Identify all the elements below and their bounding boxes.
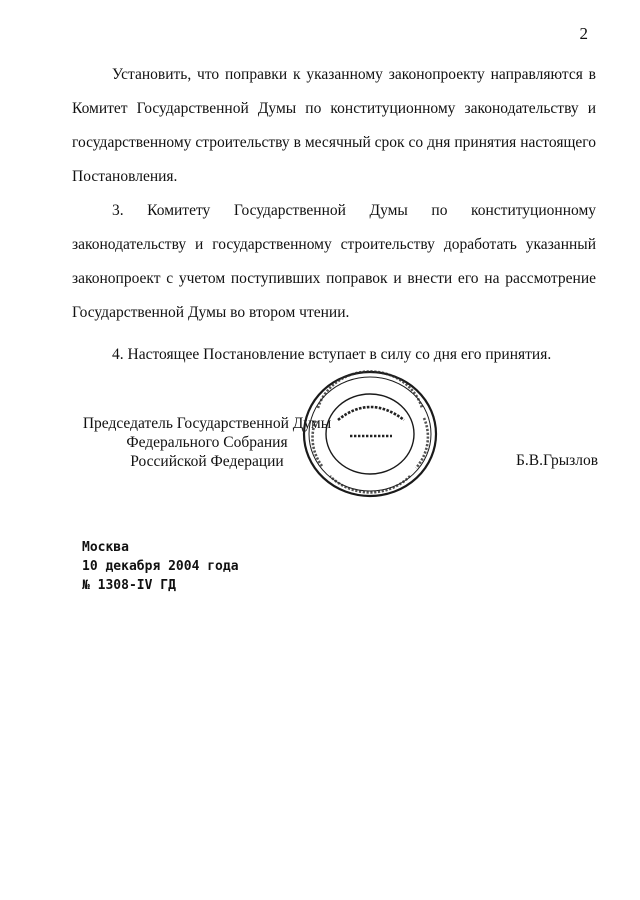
official-stamp bbox=[300, 368, 440, 500]
text-line: государственному строительству в месячный срок со дня принятия настоящего bbox=[72, 134, 596, 151]
footer-date: 10 декабря 2004 года bbox=[82, 559, 239, 574]
document-footer bbox=[82, 538, 239, 595]
signatory-name: Б.В.Грызлов bbox=[516, 452, 599, 469]
footer-number: № 1308-IV ГД bbox=[82, 578, 176, 593]
text-line: Установить, что поправки к указанному законопроекту направляются в bbox=[112, 66, 596, 83]
page-number: 2 bbox=[579, 24, 588, 43]
footer-city: Москва bbox=[82, 540, 129, 555]
text-line: 3. Комитету Государственной Думы по конституционному bbox=[112, 202, 596, 219]
signatory-title-line: Федерального Собрания bbox=[126, 434, 288, 451]
text-line: Постановления. bbox=[72, 168, 178, 185]
official-stamp-graphic bbox=[300, 368, 440, 500]
text-line: Комитет Государственной Думы по конституционному законодательству и bbox=[72, 100, 596, 117]
text-line: законопроект с учетом поступивших поправок и внести его на рассмотрение bbox=[72, 270, 596, 287]
paragraph-2-tail bbox=[72, 58, 596, 194]
signatory-title bbox=[82, 414, 332, 471]
document-body bbox=[72, 58, 596, 330]
signatory-title-line: Российской Федерации bbox=[130, 453, 284, 470]
paragraph-3 bbox=[72, 194, 596, 330]
text-line: Государственной Думы во втором чтении. bbox=[72, 304, 350, 321]
signatory-title-line: Председатель Государственной Думы bbox=[82, 415, 332, 432]
paragraph-4: 4. Настоящее Постановление вступает в силу со дня его принятия. bbox=[112, 346, 552, 363]
text-line: законодательству и государственному строительству доработать указанный bbox=[72, 236, 596, 253]
